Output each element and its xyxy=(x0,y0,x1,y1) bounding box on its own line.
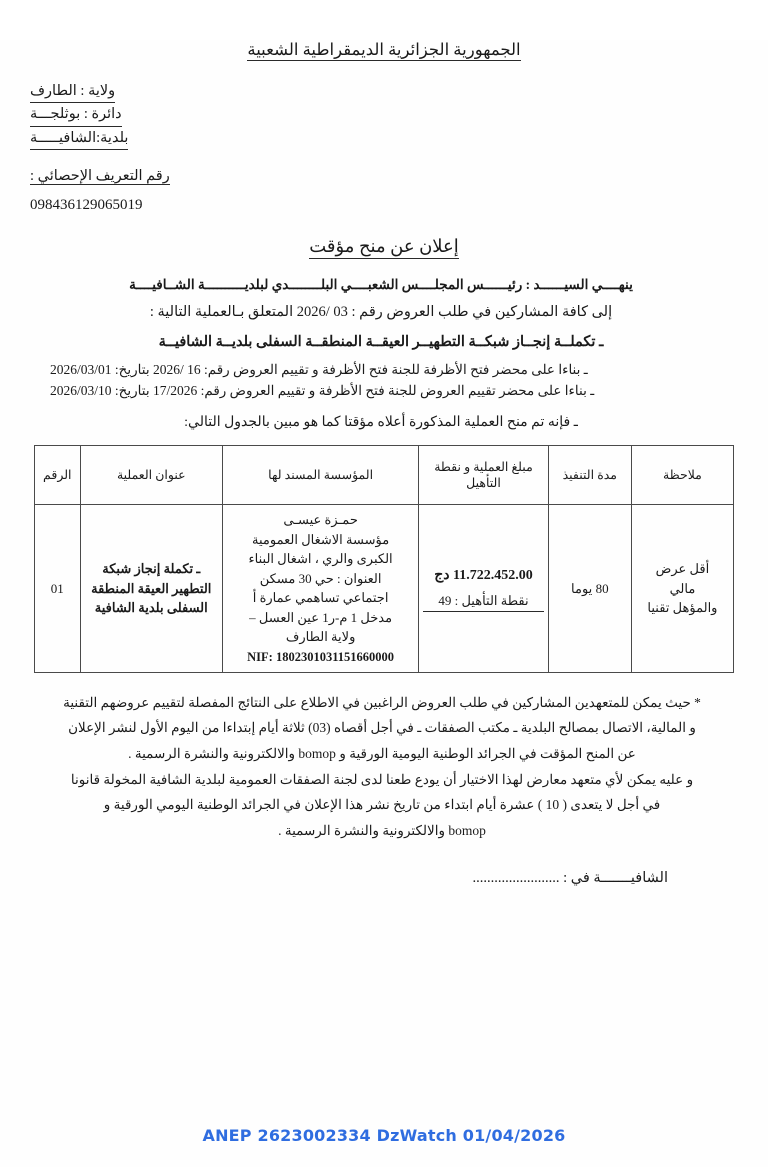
cell-duration: 80 يوما xyxy=(548,505,631,672)
table-row xyxy=(35,505,734,672)
award-table xyxy=(34,445,734,672)
note-line-1: أقل عرض xyxy=(655,561,710,577)
daira-text: دائرة : بوثلجـــة xyxy=(30,103,122,126)
note-paragraph-2c: bomop والالكترونية والنشرة الرسمية . xyxy=(278,822,486,838)
note-paragraph-1b: و المالية، الاتصال بمصالح البلدية ـ مكتب الصفقات ـ في أجل أقصاه (03) ثلاثة أيام إبتداءا من اليوم الأول لنشر الإعلان xyxy=(68,720,696,736)
basis-line-1: ـ بناءا على محضر فتح الأظرفة للجنة فتح الأظرفة و تقييم العروض رقم: 16 /2026 بتاريخ: 2026/03/01 xyxy=(50,362,588,378)
participants-line: إلى كافة المشاركين في طلب العروض رقم : 03 /2026 المتعلق بـالعملية التالية : xyxy=(149,304,613,321)
amount-value: 11.722.452.00 دج xyxy=(434,568,533,584)
org-nif: NIF: 1802301031151660000 xyxy=(247,649,395,664)
statistical-id-label-row xyxy=(0,168,768,185)
cell-note xyxy=(631,505,733,672)
header-duration: مدة التنفيذ xyxy=(548,446,631,505)
anep-footer: ANEP 2623002334 DzWatch 01/04/2026 xyxy=(202,1126,566,1145)
statistical-id-label: رقم التعريف الإحصائي : xyxy=(30,168,170,185)
org-line-2: الكبرى والري ، اشغال البناء xyxy=(248,551,393,567)
header-amount-points: مبلغ العملية و نقطة التأهيل xyxy=(419,446,549,505)
baladia-line xyxy=(30,127,768,150)
operation-subtitle: ـ تكملــة إنجــاز شبكــة التطهيــر العيقــة المنطقــة السفلى بلديــة الشافيــة xyxy=(158,334,604,351)
cell-number: 01 xyxy=(35,505,81,672)
header-note: ملاحظة xyxy=(631,446,733,505)
header-awarded-org: المؤسسة المسند لها xyxy=(222,446,418,505)
org-line-4: اجتماعي تساهمي عمارة أ xyxy=(252,590,389,606)
page-title xyxy=(0,236,768,257)
republic-heading xyxy=(0,40,768,60)
page-title-text: إعلان عن منح مؤقت xyxy=(309,236,459,259)
header-operation-title: عنوان العملية xyxy=(80,446,222,505)
baladia-text: بلدية:الشافيـــــة xyxy=(30,127,128,150)
announce-line: ينهــــي السيــــــد : رئيــــــس المجلــــس الشعبــــي البلــــــــدي لبلديــــــــــة الشــافيــــة xyxy=(129,277,633,293)
header-number: الرقم xyxy=(35,446,81,505)
cell-amount-points xyxy=(419,505,549,672)
note-paragraph-2b: في أجل لا يتعدى ( 10 ) عشرة أيام ابتداء من تاريخ نشر هذا الإعلان في الجرائد الوطنية اليومي الورقية و xyxy=(103,797,661,813)
body-section xyxy=(0,277,768,431)
note-line-2: مالي xyxy=(669,580,696,596)
note-line-3: والمؤهل تقنيا xyxy=(647,600,718,616)
note-paragraph-1a: * حيث يمكن للمتعهدين المشاركين في طلب العروض الراغبين في الاطلاع على النتائج المفصلة لتقييم عروضهم التقنية xyxy=(63,694,701,710)
signature-block xyxy=(0,870,768,887)
notes-section xyxy=(30,691,734,843)
org-line-1: مؤسسة الاشغال العمومية xyxy=(252,531,390,547)
org-line-6: ولاية الطارف xyxy=(285,629,356,645)
qualification-points: نقطة التأهيل : 49 xyxy=(423,591,544,612)
statistical-id-value: 098436129065019 xyxy=(30,197,143,214)
note-paragraph-1c: عن المنح المؤقت في الجرائد الوطنية اليومية الورقية و bomop والالكترونية والنشرة الرسمية . xyxy=(128,745,636,761)
document-page xyxy=(0,40,768,1167)
signature-dots: ........................ xyxy=(472,870,560,887)
org-name: حمـزة عيسـى xyxy=(283,512,358,528)
cell-operation-title: ـ تكملة إنجاز شبكة التطهير العيقة المنطقة السفلى بلدية الشافية xyxy=(80,505,222,672)
table-header-row xyxy=(35,446,734,505)
result-line: ـ فإنه تم منح العملية المذكورة أعلاه مؤقتا كما هو مبين بالجدول التالي: xyxy=(184,415,578,431)
wilaya-text: ولاية : الطارف xyxy=(30,80,115,103)
note-paragraph-2a: و عليه يمكن لأي متعهد معارض لهذا الاختيار أن يودع طعنا لدى لجنة الصفقات العمومية لبلدية الشافية المخولة قانونا xyxy=(70,771,694,787)
org-line-3: العنوان : حي 30 مسكن xyxy=(259,570,382,586)
cell-awarded-org xyxy=(222,505,418,672)
daira-line xyxy=(30,103,768,126)
org-line-5: مدخل 1 م-ر1 عين العسل – xyxy=(249,609,393,625)
wilaya-line xyxy=(30,80,768,103)
signature-place-label: الشافيـــــــة في : xyxy=(563,870,668,887)
basis-line-2: ـ بناءا على محضر تقييم العروض للجنة فتح الأظرفة و تقييم العروض رقم: 17/2026 بتاريخ: 2026/03/10 xyxy=(50,383,595,399)
admin-block xyxy=(0,80,768,150)
republic-heading-text: الجمهورية الجزائرية الديمقراطية الشعبية xyxy=(247,40,521,59)
